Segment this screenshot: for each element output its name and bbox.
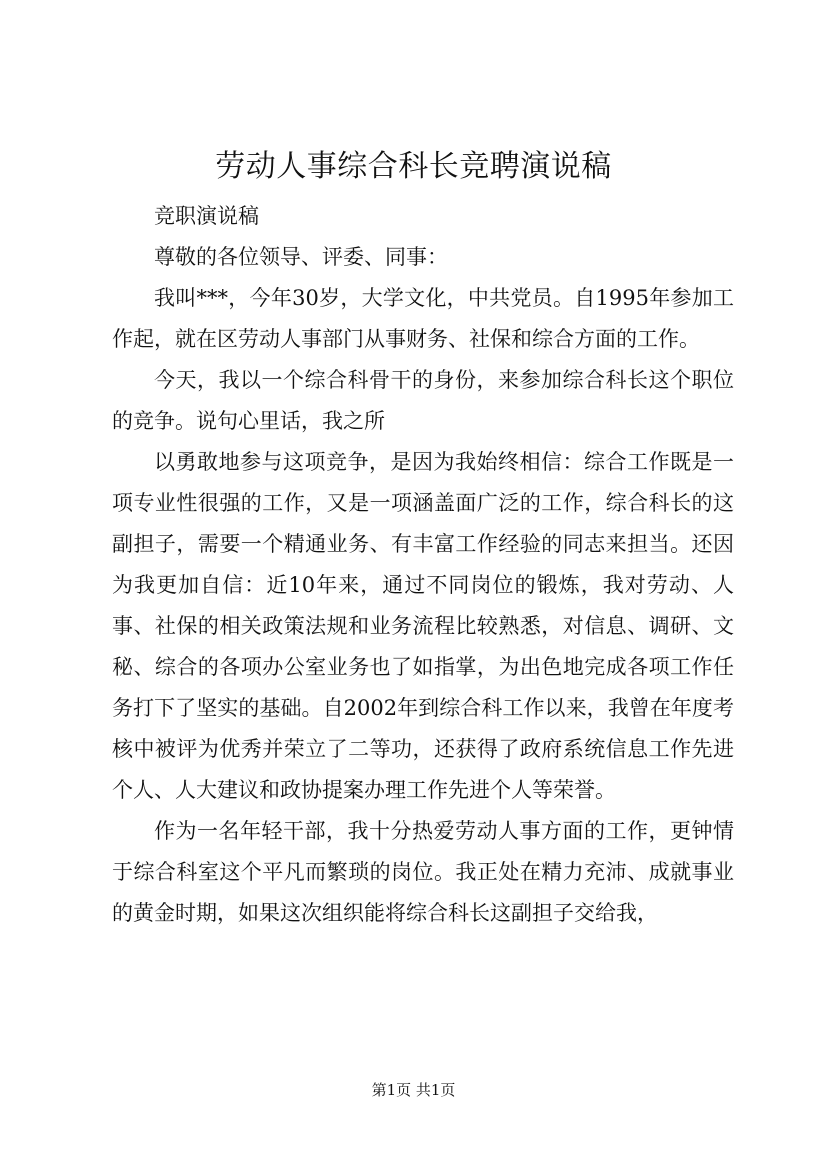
paragraph-qualifications: 以勇敢地参与这项竞争，是因为我始终相信：综合工作既是一项专业性很强的工作，又是一项涵盖面广泛的工作，综合科长的这副担子，需要一个精通业务、有丰富工作经验的同志来担当。还因为我更加自信：近10年来，通过不同岗位的锻炼，我对劳动、人事、社保的相关政策法规和业务流程比较熟悉，对信息、调研、文秘、综合的各项办公室业务也了如指掌，为出色地完成各项工作任务打下了坚实的基础。自2002年到综合科工作以来，我曾在年度考核中被评为优秀并荣立了二等功，还获得了政府系统信息工作先进个人、人大建议和政协提案办理工作先进个人等荣誉。 — [112, 450, 734, 802]
document-title: 劳动人事综合科长竞聘演说稿 — [215, 149, 612, 184]
document-body — [112, 196, 734, 934]
paragraph-motivation: 今天，我以一个综合科骨干的身份，来参加综合科长这个职位的竞争。说句心里话，我之所 — [112, 368, 734, 433]
paragraph-introduction: 我叫***，今年30岁，大学文化，中共党员。自1995年参加工作起，就在区劳动人事部门从事财务、社保和综合方面的工作。 — [112, 286, 734, 351]
paragraph-commitment: 作为一名年轻干部，我十分热爱劳动人事方面的工作，更钟情于综合科室这个平凡而繁琐的岗位。我正处在精力充沛、成就事业的黄金时期，如果这次组织能将综合科长这副担子交给我， — [112, 819, 734, 925]
paragraph-salutation: 尊敬的各位领导、评委、同事： — [154, 245, 448, 269]
page-footer: 第1页 共1页 — [371, 1081, 456, 1099]
paragraph-heading: 竞职演说稿 — [154, 204, 259, 228]
